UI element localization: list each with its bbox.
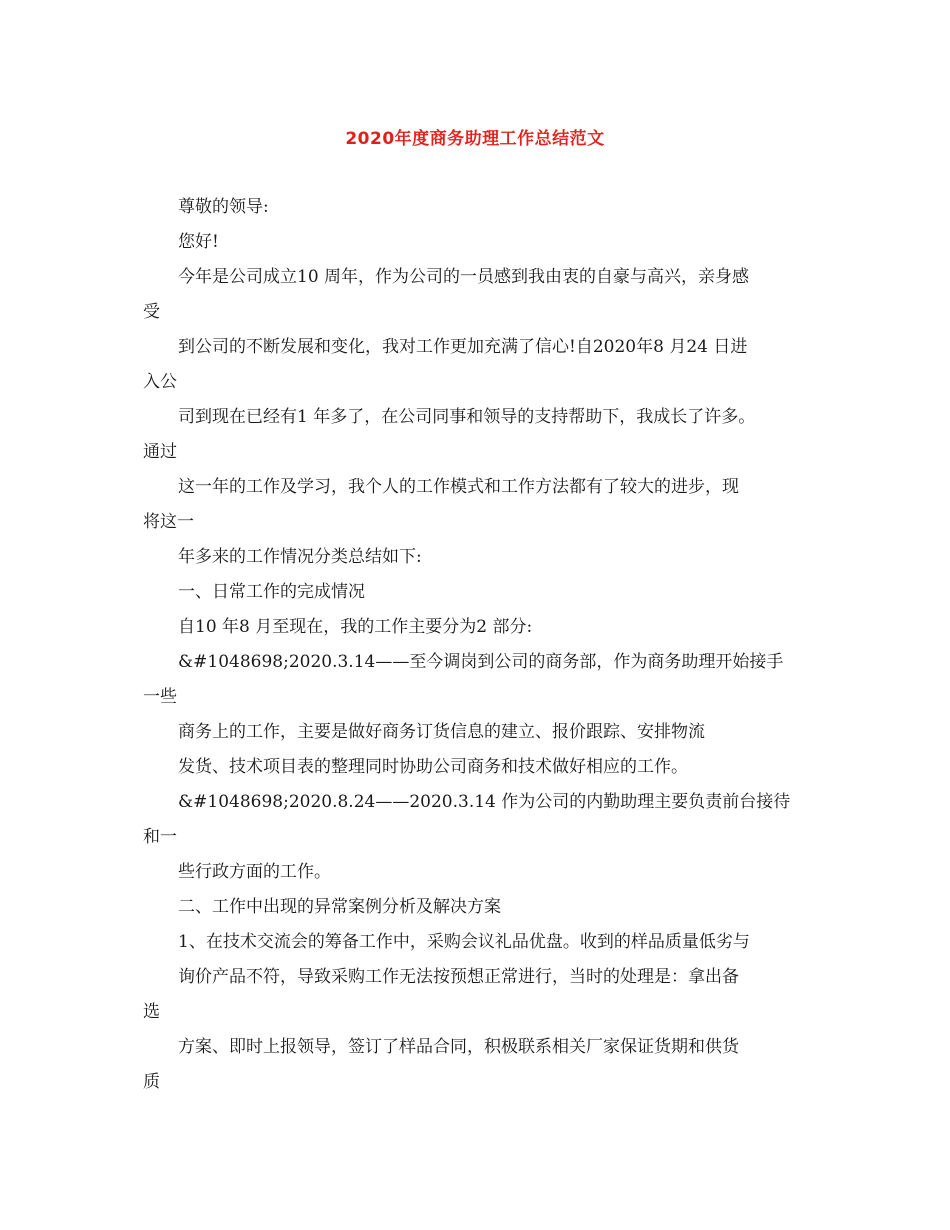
text-line: 和一 (143, 827, 177, 847)
text-line: 通过 (143, 442, 177, 462)
text-line: 发货、技术项目表的整理同时协助公司商务和技术做好相应的工作。 (178, 757, 688, 777)
text-line: 年多来的工作情况分类总结如下: (178, 547, 422, 567)
text-line: 选 (143, 1002, 160, 1022)
text-line: 二、工作中出现的异常案例分析及解决方案 (178, 897, 501, 917)
text-line: &#1048698;2020.8.24——2020.3.14 作为公司的内勤助理主要负责前台接待 (178, 792, 791, 812)
text-line: 到公司的不断发展和变化，我对工作更加充满了信心!自2020年8 月24 日进 (178, 337, 748, 357)
text-line: 这一年的工作及学习，我个人的工作模式和工作方法都有了较大的进步，现 (178, 477, 739, 497)
text-line: 1、在技术交流会的筹备工作中，采购会议礼品优盘。收到的样品质量低劣与 (178, 932, 750, 952)
text-line: 询价产品不符，导致采购工作无法按预想正常进行，当时的处理是：拿出备 (178, 967, 739, 987)
text-line: 自10 年8 月至现在，我的工作主要分为2 部分: (178, 617, 533, 637)
text-line: 一、日常工作的完成情况 (178, 582, 365, 602)
text-line: 将这一 (143, 512, 194, 532)
text-line: 尊敬的领导: (178, 197, 269, 217)
text-line: 您好! (178, 232, 219, 252)
text-line: 今年是公司成立10 周年，作为公司的一员感到我由衷的自豪与高兴，亲身感 (178, 267, 750, 287)
text-line: 司到现在已经有1 年多了，在公司同事和领导的支持帮助下，我成长了许多。 (178, 407, 756, 427)
text-line: 入公 (143, 372, 177, 392)
text-line: 质 (143, 1072, 160, 1092)
text-line: 一些 (143, 687, 177, 707)
document-body (143, 190, 823, 1100)
document-title: 2020年度商务助理工作总结范文 (345, 129, 605, 149)
text-line: &#1048698;2020.3.14——至今调岗到公司的商务部，作为商务助理开始接手 (178, 652, 784, 672)
text-line: 些行政方面的工作。 (178, 862, 331, 882)
text-line: 方案、即时上报领导，签订了样品合同，积极联系相关厂家保证货期和供货 (178, 1037, 739, 1057)
text-line: 受 (143, 302, 160, 322)
text-line: 商务上的工作，主要是做好商务订货信息的建立、报价跟踪、安排物流 (178, 722, 705, 742)
